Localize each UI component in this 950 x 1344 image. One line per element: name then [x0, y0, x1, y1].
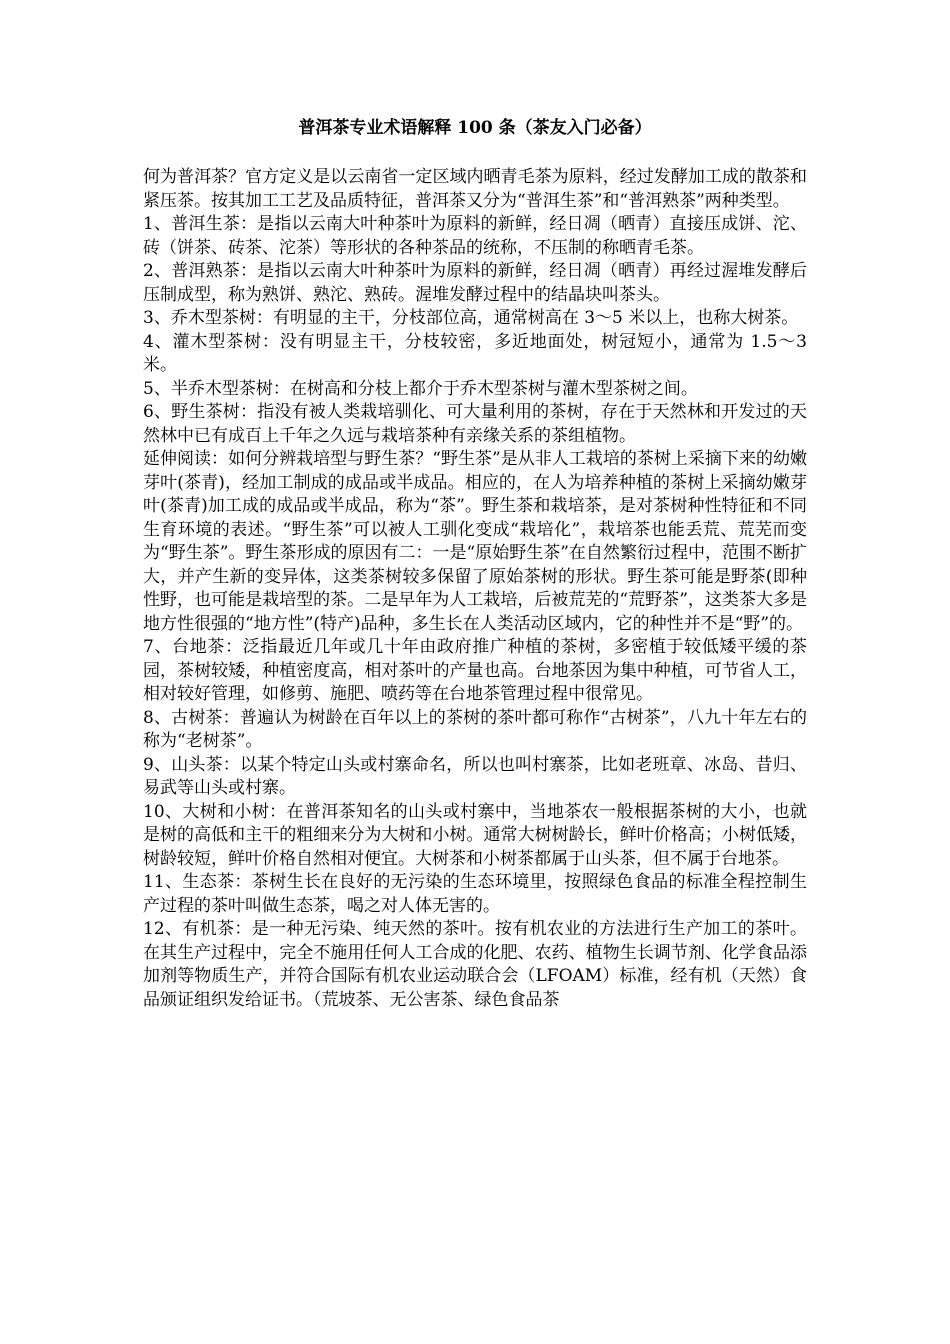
paragraph-5: 5、半乔木型茶树：在树高和分枝上都介于乔木型茶树与灌木型茶树之间。	[143, 378, 698, 399]
paragraph-6: 6、野生茶树：指没有被人类栽培驯化、可大量利用的茶树，存在于天然林和开发过的天然林中已有成百上千年之久远与栽培茶种有亲缘关系的茶组植物。	[143, 402, 807, 446]
paragraph-2: 2、普洱熟茶：是指以云南大叶种茶叶为原料的新鲜，经日凋（晒青）再经过渥堆发酵后压制成型，称为熟饼、熟沱、熟砖。渥堆发酵过程中的结晶块叫茶头。	[143, 261, 807, 305]
paragraph-4: 4、灌木型茶树：没有明显主干，分枝较密，多近地面处，树冠短小，通常为 1.5～3 米。	[143, 331, 807, 375]
paragraph-1: 1、普洱生茶：是指以云南大叶种茶叶为原料的新鲜，经日凋（晒青）直接压成饼、沱、砖（饼茶、砖茶、沱茶）等形状的各种茶品的统称，不压制的称晒青毛茶。	[143, 214, 807, 258]
paragraph-intro: 何为普洱茶？官方定义是以云南省一定区域内晒青毛茶为原料，经过发酵加工成的散茶和紧压茶。按其加工工艺及品质特征，普洱茶又分为“普洱生茶”和“普洱熟茶”两种类型。	[143, 167, 807, 211]
paragraph-extended-reading: 延伸阅读：如何分辨栽培型与野生茶？“野生茶”是从非人工栽培的茶树上采摘下来的幼嫩芽叶(茶青)，经加工制成的成品或半成品。相应的，在人为培养种植的茶树上采摘幼嫩芽叶(茶青)加工成的成品或半成品，称为“茶”。野生茶和栽培茶，是对茶树种性特征和不同生育环境的表述。“野生茶”可以被人工驯化变成“栽培化”，栽培茶也能丢荒、荒芜而变为“野生茶”。野生茶形成的原因有二：一是“原始野生茶”在自然繁衍过程中，范围不断扩大，并产生新的变异体，这类茶树较多保留了原始茶树的形状。野生茶可能是野茶(即种性野，也可能是栽培型的茶。二是早年为人工栽培，后被荒芜的“荒野茶”，这类茶大多是地方性很强的“地方性”(特产)品种，多生长在人类活动区域内，它的种性并不是“野”的。	[143, 449, 807, 634]
paragraph-8: 8、古树茶：普遍认为树龄在百年以上的茶树的茶叶都可称作“古树茶”，八九十年左右的称为“老树茶”。	[143, 707, 807, 751]
paragraph-3: 3、乔木型茶树：有明显的主干，分枝部位高，通常树高在 3～5 米以上，也称大树茶。	[143, 308, 799, 328]
document-title: 普洱茶专业术语解释 100 条（茶友入门必备）	[298, 118, 652, 138]
paragraph-9: 9、山头茶：以某个特定山头或村寨命名，所以也叫村寨茶，比如老班章、冰岛、昔归、易武等山头或村寨。	[143, 754, 807, 798]
paragraph-10: 10、大树和小树：在普洱茶知名的山头或村寨中，当地茶农一般根据茶树的大小，也就是树的高低和主干的粗细来分为大树和小树。通常大树树龄长，鲜叶价格高；小树低矮，树龄较短，鲜叶价格自然相对便宜。大树茶和小树茶都属于山头茶，但不属于台地茶。	[143, 801, 807, 869]
paragraph-7: 7、台地茶：泛指最近几年或几十年由政府推广种植的茶树，多密植于较低矮平缓的茶园，茶树较矮，种植密度高，相对茶叶的产量也高。台地茶因为集中种植，可节省人工，相对较好管理，如修剪、施肥、喷药等在台地茶管理过程中很常见。	[143, 637, 807, 704]
document-body	[143, 166, 807, 1012]
paragraph-12: 12、有机茶：是一种无污染、纯天然的茶叶。按有机农业的方法进行生产加工的茶叶。在其生产过程中，完全不施用任何人工合成的化肥、农药、植物生长调节剂、化学食品添加剂等物质生产，并符合国际有机农业运动联合会（LFOAM）标准，经有机（天然）食品颁证组织发给证书。（荒坡茶、无公害茶、绿色食品茶	[143, 919, 807, 1010]
paragraph-11: 11、生态茶：茶树生长在良好的无污染的生态环境里，按照绿色食品的标准全程控制生产过程的茶叶叫做生态茶，喝之对人体无害的。	[143, 872, 807, 916]
